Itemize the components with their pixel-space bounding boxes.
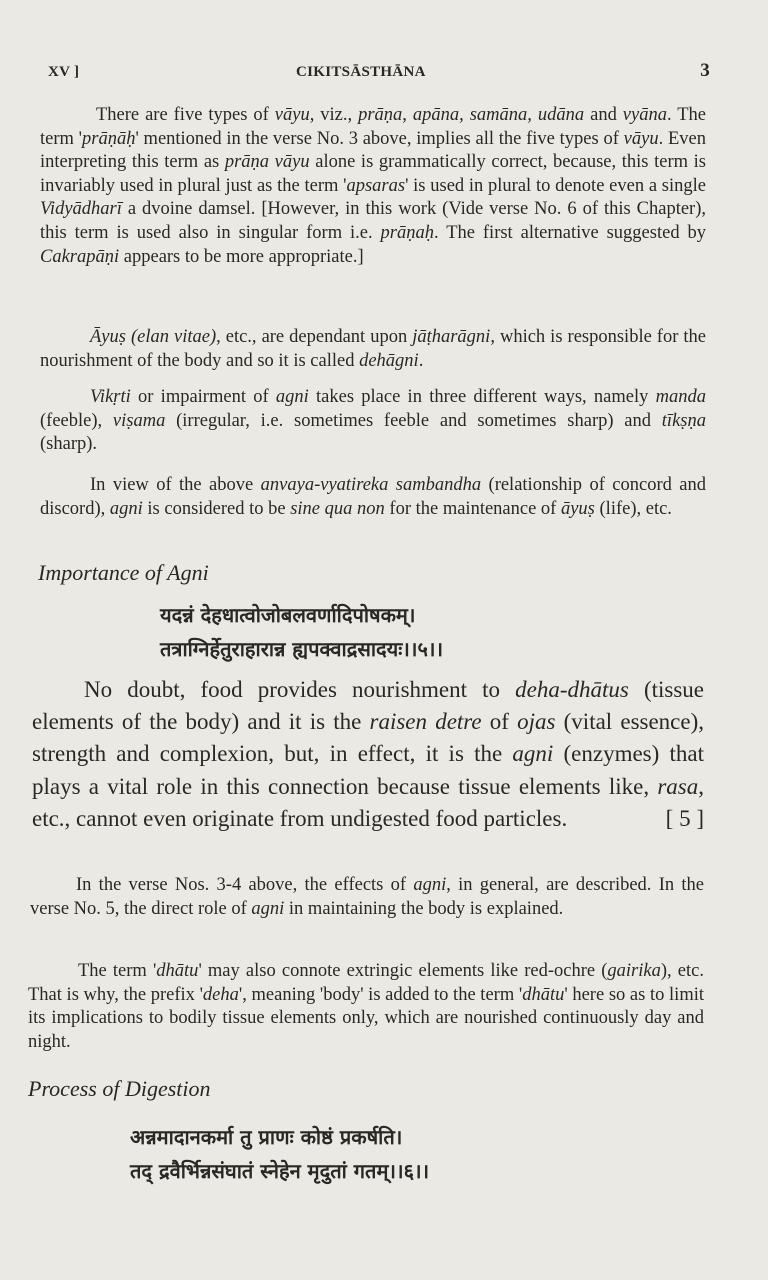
verse-5-line-2: तत्राग्निर्हेतुराहारान्न ह्यपक्वाद्रसादयः।।५।। — [160, 637, 444, 661]
heading-process-of-digestion: Process of Digestion — [28, 1076, 211, 1101]
verse-6-line-2: तद् द्रवैर्भिन्नसंघातं स्नेहेन मृदुतां गतम्।।६।। — [130, 1159, 430, 1183]
section-title: CIKITSĀSTHĀNA — [296, 64, 426, 80]
paragraph-vayu-types: There are five types of vāyu, viz., prāṇa, apāna, samāna, udāna and vyāna. The term 'prāṇāḥ' mentioned in the verse No. 3 above, implies all the five types of vāyu. Even interpreting this term as prāṇa vāyu alone is grammatically correct, because, this term is invariably used in plural just as the term 'apsaras' is used in plural to denote even a single Vidyādharī a dvoine damsel. [However, in this work (Vide verse No. 6 of this Chapter), this term is used also in singular form i.e. prāṇaḥ. The first alternative suggested by Cakrapāṇi appears to be more appropriate.] — [40, 105, 706, 267]
sanskrit-verse-5 — [160, 598, 443, 666]
paragraph-ayus: Āyuṣ (elan vitae), etc., are dependant upon jāṭharāgni, which is responsible for the nourishment of the body and so it is called dehāgni. — [40, 327, 706, 371]
paragraph-anvaya: In view of the above anvaya-vyatireka sambandha (relationship of concord and discord), agni is considered to be sine qua non for the maintenance of āyuṣ (life), etc. — [40, 475, 706, 519]
verse-5-line-1: यदन्नं देहधात्वोजोबलवर्णादिपोषकम्। — [160, 603, 416, 627]
paragraph-vikrti: Vikṛti or impairment of agni takes place in three different ways, namely manda (feeble), viṣama (irregular, i.e. sometimes feeble and sometimes sharp) and tīkṣṇa (sharp). — [40, 387, 706, 455]
heading-importance-of-agni: Importance of Agni — [38, 560, 209, 585]
paragraph-verse-explanation: In the verse Nos. 3-4 above, the effects of agni, in general, are described. In the verse No. 5, the direct role of agni in maintaining the body is explained. — [30, 875, 704, 919]
verse-reference-5: [ 5 ] — [665, 805, 704, 831]
sanskrit-verse-6 — [130, 1120, 429, 1188]
chapter-marker: XV ] — [48, 64, 80, 80]
paragraph-verse-5-translation: No doubt, food provides nourishment to deha-dhātus (tissue elements of the body) and it is the raisen detre of ojas (vital essence), strength and complexion, but, in effect, it is the agni (enzymes) that plays a vital role in this connection because tissue elements like, rasa, etc., cannot even originate from undigested food particles. [ 5 ] — [32, 674, 704, 835]
running-header — [48, 60, 710, 84]
page-number: 3 — [700, 60, 710, 81]
paragraph-dhatu-term: The term 'dhātu' may also connote extringic elements like red-ochre (gairika), etc. That is why, the prefix 'deha', meaning 'body' is added to the term 'dhātu' here so as to limit its implications to bodily tissue elements only, which are nourished continuously day and night. — [28, 961, 704, 1052]
verse-6-line-1: अन्नमादानकर्मा तु प्राणः कोष्ठं प्रकर्षति। — [130, 1125, 403, 1149]
